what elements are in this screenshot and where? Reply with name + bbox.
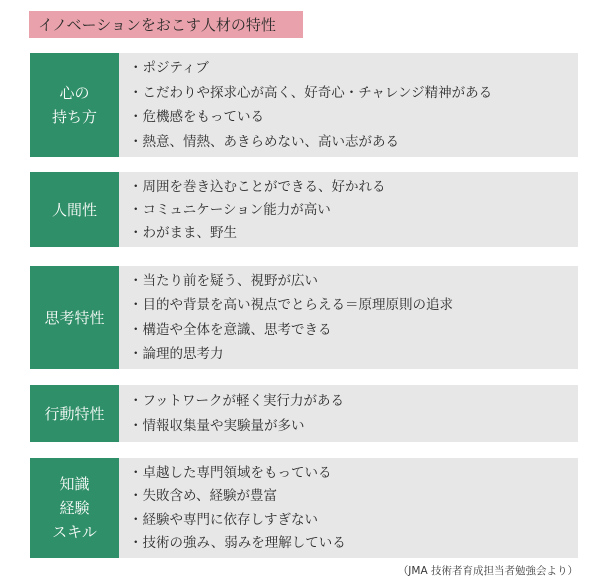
list-item: ・経験や専門に依存しすぎない [129,511,318,528]
list-item: ・コミュニケーション能力が高い [129,201,331,218]
list-item: ・目的や背景を高い視点でとらえる＝原理原則の追求 [129,297,453,314]
list-item: ・当たり前を疑う、視野が広い [129,273,318,290]
section-mindset [30,53,578,157]
section-label-line: スキル [52,523,97,541]
section-label [30,458,119,558]
section-label-line: 行動特性 [44,404,105,423]
list-item: ・熱意、情熱、あきらめない、高い志がある [129,133,399,150]
section-label [30,53,119,157]
list-item: ・わがまま、野生 [129,224,237,241]
section-label [30,385,119,442]
section-thinking [30,266,578,369]
source-note: （JMA 技術者育成担当者勉強会より） [397,565,578,577]
list-item: ・論理的思考力 [129,345,224,362]
list-item: ・卓越した専門領域をもっている [129,464,332,481]
section-humanity [30,172,578,247]
list-item: ・こだわりや探求心が高く、好奇心・チャレンジ精神がある [129,84,493,101]
section-items [119,172,578,247]
list-item: ・危機感をもっている [129,109,264,126]
section-items [119,458,578,558]
list-item: ・構造や全体を意識、思考できる [129,321,332,338]
section-knowledge [30,458,578,558]
list-item: ・技術の強み、弱みを理解している [129,535,346,552]
list-item: ・失敗含め、経験が豊富 [129,488,277,505]
section-label-line: 思考特性 [44,308,105,327]
list-item: ・情報収集量や実験量が多い [129,418,305,435]
section-action [30,385,578,442]
section-label-line: 経験 [59,499,90,517]
section-label [30,172,119,247]
section-label-line: 心の [59,84,90,102]
section-items [119,266,578,369]
section-label-line: 人間性 [51,200,97,219]
list-item: ・周囲を巻き込むことができる、好かれる [129,178,386,195]
page-title: イノベーションをおこす人材の特性 [29,11,303,38]
section-label-line: 知識 [59,475,90,493]
section-items [119,385,578,442]
list-item: ・フットワークが軽く実行力がある [129,392,345,409]
section-items [119,53,578,157]
section-label [30,266,119,369]
list-item: ・ポジティブ [129,60,209,77]
section-label-line: 持ち方 [51,108,97,126]
